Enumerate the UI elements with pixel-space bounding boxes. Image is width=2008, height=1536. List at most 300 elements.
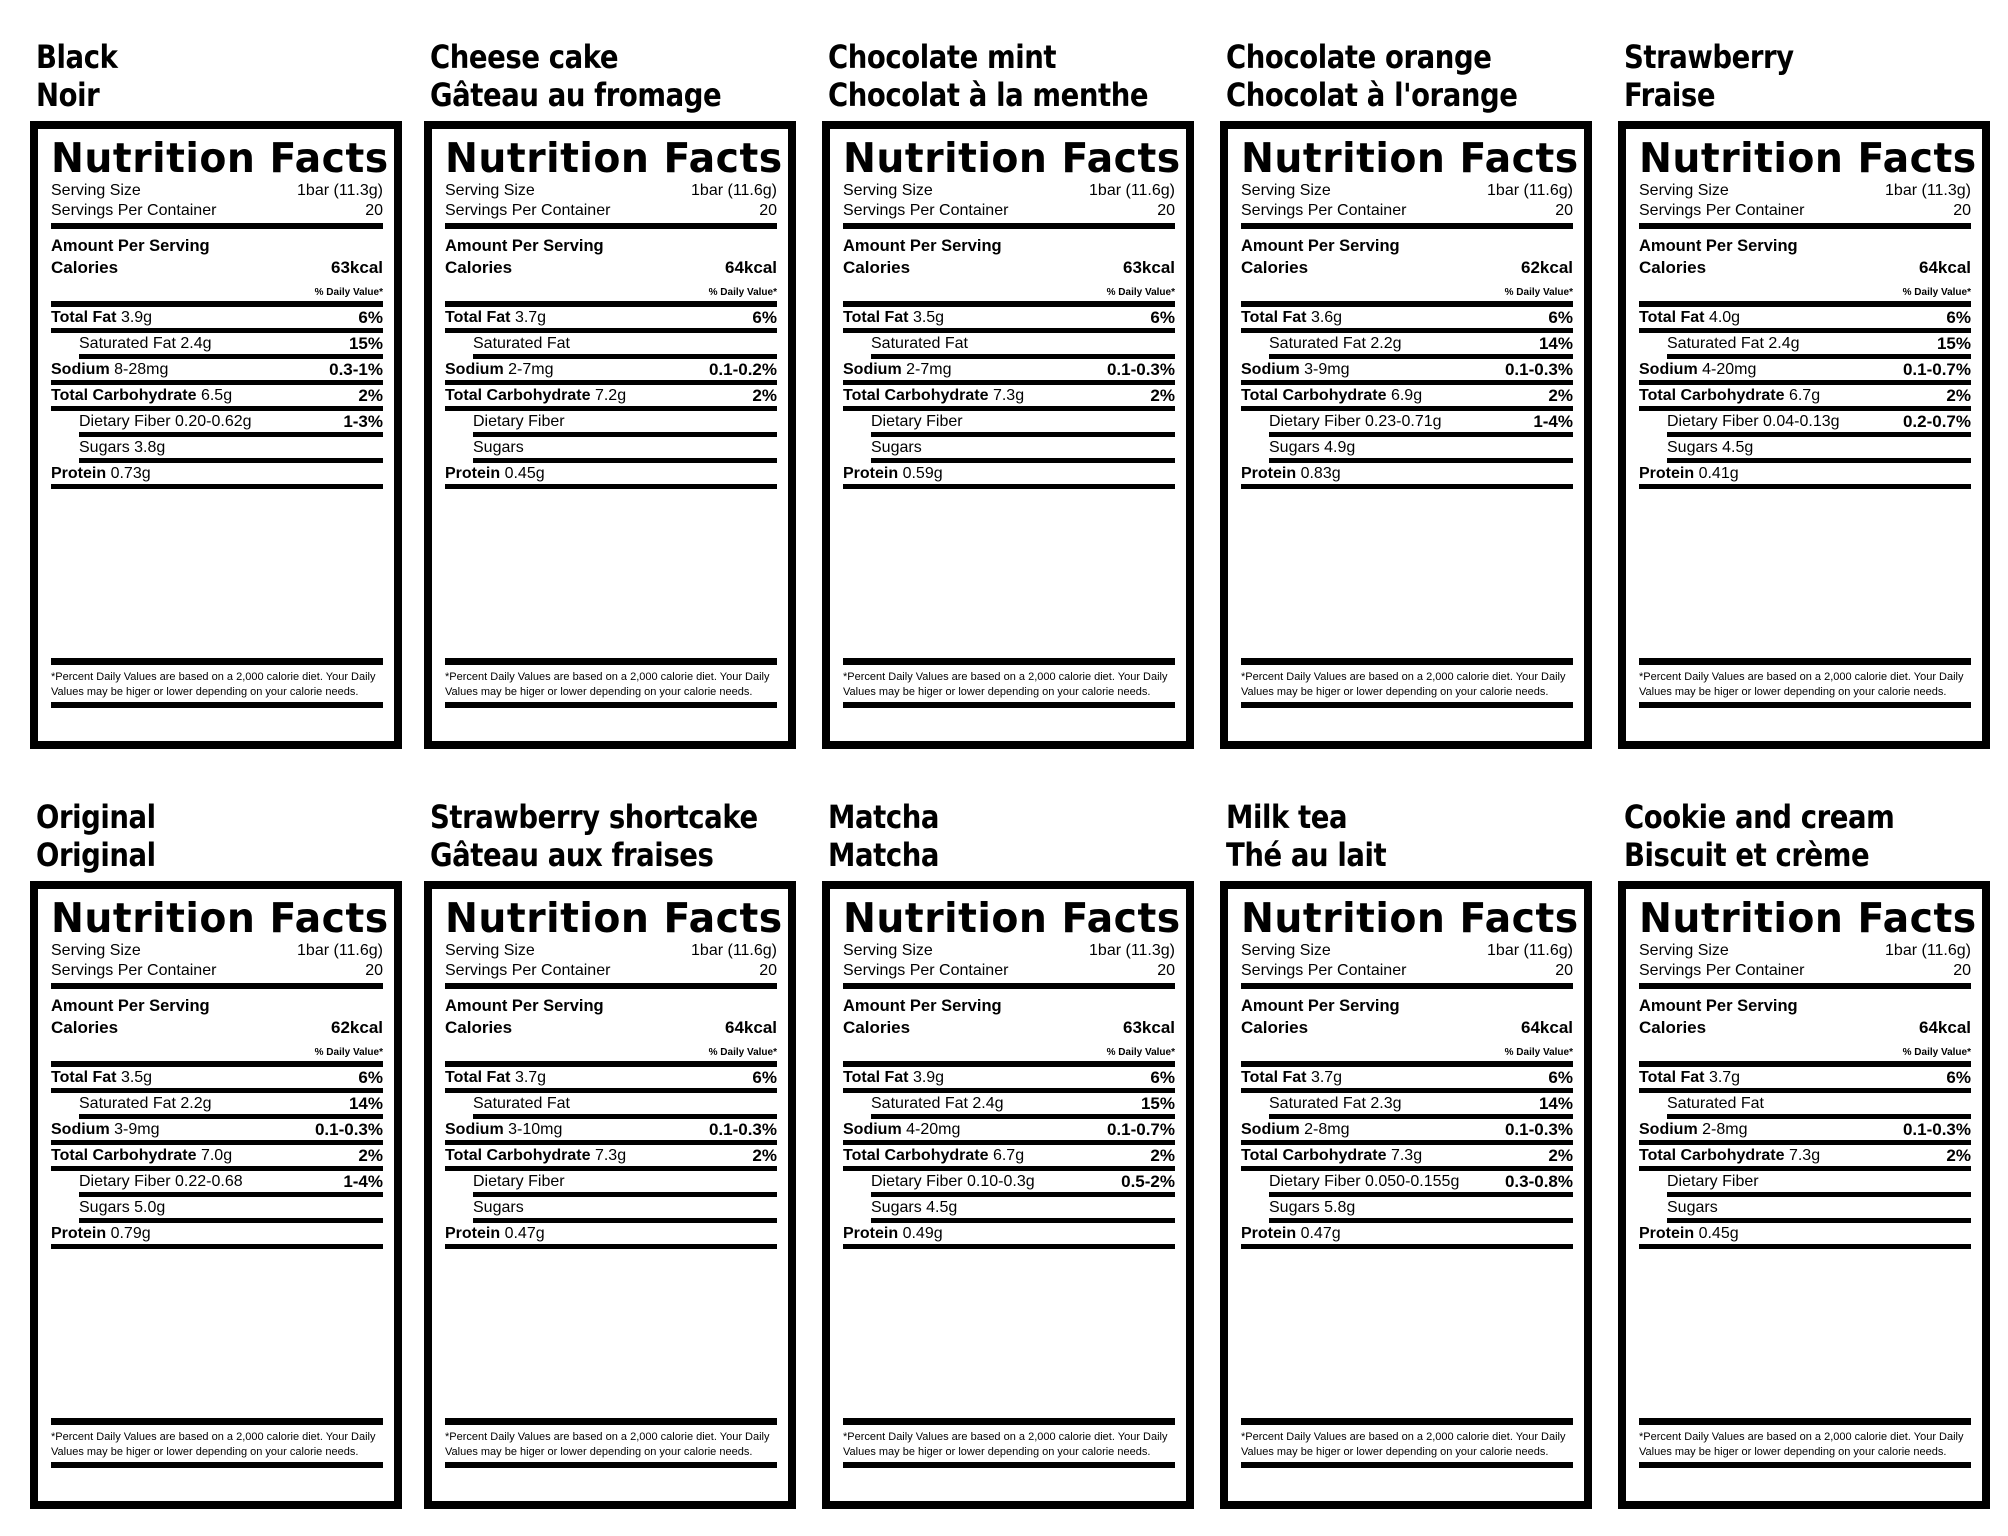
nutrition-facts-panel (1618, 121, 1990, 749)
total-carbohydrate-row (1241, 385, 1573, 411)
divider (51, 702, 383, 708)
flavor-label-item (30, 798, 402, 1518)
nutrition-facts-title: Nutrition Facts (51, 134, 389, 182)
flavor-label-item (1618, 798, 1990, 1518)
protein-value: 0.49g (902, 1224, 943, 1242)
serving-size-row (51, 941, 383, 961)
sugars-label: Sugars (871, 438, 922, 456)
total-fat-label: Total Fat (1241, 1068, 1307, 1086)
servings-per-container-label: Servings Per Container (1241, 202, 1407, 219)
serving-size-value: 1bar (11.6g) (1487, 182, 1573, 199)
dietary-fiber-label: Dietary Fiber (871, 412, 963, 430)
servings-per-container-row (445, 961, 777, 981)
protein-value: 0.45g (1698, 1224, 1739, 1242)
servings-per-container-row (1639, 961, 1971, 981)
sugars-label: Sugars (473, 438, 524, 456)
calories-value: 64kcal (725, 258, 777, 277)
dietary-fiber-value: 0.20-0.62g (175, 412, 252, 430)
total-carbohydrate-dv: 2% (358, 1145, 383, 1165)
saturated-fat-value: 2.2g (180, 1094, 212, 1112)
servings-per-container-row (51, 961, 383, 981)
serving-size-row (445, 941, 777, 961)
servings-per-container-value: 20 (1157, 202, 1175, 219)
calories-value: 63kcal (1123, 1018, 1175, 1037)
total-carbohydrate-label: Total Carbohydrate (1241, 1146, 1387, 1164)
dietary-fiber-row (1269, 1171, 1573, 1197)
sodium-label: Sodium (445, 360, 504, 378)
sugars-label: Sugars (79, 1198, 130, 1216)
protein-value: 0.83g (1300, 464, 1341, 482)
divider (51, 1418, 383, 1425)
protein-label: Protein (445, 464, 501, 482)
total-fat-value: 3.5g (120, 1068, 153, 1086)
dietary-fiber-row (79, 1171, 383, 1197)
divider (843, 1418, 1175, 1425)
total-carbohydrate-label: Total Carbohydrate (445, 1146, 591, 1164)
saturated-fat-dv: 15% (1140, 1093, 1175, 1113)
total-fat-row (1241, 301, 1573, 333)
serving-size-row (1241, 941, 1573, 961)
daily-value-footnote: *Percent Daily Values are based on a 2,000 calorie diet. Your Daily Values may be higer or lower depending on your calorie needs. (1639, 1431, 1964, 1458)
divider (51, 658, 383, 665)
sodium-label: Sodium (51, 360, 110, 378)
total-carbohydrate-value: 6.5g (200, 386, 233, 404)
total-carbohydrate-row (1241, 1145, 1573, 1171)
sodium-label: Sodium (1241, 360, 1300, 378)
serving-size-row (843, 941, 1175, 961)
total-carbohydrate-row (445, 385, 777, 411)
total-carbohydrate-value: 7.3g (1390, 1146, 1423, 1164)
sodium-dv: 0.1-0.7% (1106, 1119, 1175, 1139)
protein-label: Protein (843, 464, 899, 482)
sodium-row (1241, 1119, 1573, 1145)
nutrition-facts-title: Nutrition Facts (1639, 894, 1977, 942)
calories-value: 62kcal (1521, 258, 1573, 277)
daily-value-header: % Daily Value* (1106, 1047, 1175, 1058)
sodium-dv: 0.1-0.7% (1902, 359, 1971, 379)
sugars-label: Sugars (1667, 1198, 1718, 1216)
protein-label: Protein (51, 464, 107, 482)
calories-row (445, 257, 777, 279)
serving-size-row (1639, 941, 1971, 961)
total-fat-value: 3.7g (514, 1068, 547, 1086)
saturated-fat-dv: 14% (348, 1093, 383, 1113)
calories-value: 64kcal (725, 1018, 777, 1037)
protein-label: Protein (1241, 1224, 1297, 1242)
servings-per-container-row (843, 961, 1175, 981)
calories-value: 64kcal (1919, 1018, 1971, 1037)
divider (445, 702, 777, 708)
dietary-fiber-dv: 0.5-2% (1121, 1171, 1175, 1191)
nutrition-facts-title: Nutrition Facts (843, 894, 1181, 942)
servings-per-container-value: 20 (1555, 202, 1573, 219)
serving-size-label: Serving Size (51, 942, 141, 959)
flavor-name-fr: Thé au lait (1226, 836, 1387, 874)
dietary-fiber-row (871, 1171, 1175, 1197)
total-fat-dv: 6% (752, 1067, 777, 1087)
total-carbohydrate-dv: 2% (1548, 1145, 1573, 1165)
amount-per-serving: Amount Per Serving (1241, 237, 1400, 255)
sodium-value: 4-20mg (906, 1120, 961, 1138)
total-carbohydrate-row (51, 1145, 383, 1171)
total-carbohydrate-dv: 2% (1150, 1145, 1175, 1165)
sodium-row (1639, 1119, 1971, 1145)
protein-label: Protein (843, 1224, 899, 1242)
total-fat-row (445, 1061, 777, 1093)
saturated-fat-dv: 14% (1538, 1093, 1573, 1113)
serving-size-label: Serving Size (1241, 942, 1331, 959)
protein-label: Protein (51, 1224, 107, 1242)
flavor-label-item (424, 798, 796, 1518)
sodium-label: Sodium (1639, 360, 1698, 378)
calories-label: Calories (843, 258, 911, 277)
saturated-fat-row (1667, 333, 1971, 359)
nutrition-facts-panel (822, 121, 1194, 749)
saturated-fat-label: Saturated Fat (1667, 334, 1764, 352)
calories-label: Calories (445, 258, 513, 277)
flavor-name-en: Matcha (828, 798, 940, 836)
total-carbohydrate-label: Total Carbohydrate (1639, 1146, 1785, 1164)
daily-value-footnote: *Percent Daily Values are based on a 2,000 calorie diet. Your Daily Values may be higer or lower depending on your calorie needs. (51, 671, 376, 698)
protein-label: Protein (1639, 1224, 1695, 1242)
serving-size-row (1241, 181, 1573, 201)
saturated-fat-row (79, 333, 383, 359)
nutrition-facts-panel (30, 881, 402, 1509)
saturated-fat-value: 2.4g (180, 334, 212, 352)
calories-row (1639, 1017, 1971, 1039)
servings-per-container-label: Servings Per Container (843, 202, 1009, 219)
total-carbohydrate-row (1639, 385, 1971, 411)
total-carbohydrate-label: Total Carbohydrate (843, 1146, 989, 1164)
total-carbohydrate-value: 7.3g (594, 1146, 627, 1164)
divider (1241, 983, 1573, 989)
calories-value: 64kcal (1521, 1018, 1573, 1037)
protein-row (1241, 1223, 1573, 1249)
dietary-fiber-row (1269, 411, 1573, 437)
calories-value: 64kcal (1919, 258, 1971, 277)
total-carbohydrate-label: Total Carbohydrate (1241, 386, 1387, 404)
flavor-label-item (822, 38, 1194, 758)
total-carbohydrate-value: 6.7g (1788, 386, 1821, 404)
sodium-row (51, 1119, 383, 1145)
protein-row (843, 1223, 1175, 1249)
sodium-label: Sodium (1241, 1120, 1300, 1138)
dietary-fiber-label: Dietary Fiber (871, 1172, 963, 1190)
serving-size-value: 1bar (11.6g) (691, 182, 777, 199)
amount-per-serving: Amount Per Serving (843, 997, 1002, 1015)
sodium-value: 3-9mg (1304, 360, 1350, 378)
calories-label: Calories (1639, 258, 1707, 277)
divider (51, 983, 383, 989)
serving-size-row (843, 181, 1175, 201)
servings-per-container-value: 20 (1157, 962, 1175, 979)
flavor-name-fr: Gâteau aux fraises (430, 836, 714, 874)
divider (1639, 223, 1971, 229)
nutrition-facts-panel (424, 881, 796, 1509)
flavor-label-item (1220, 38, 1592, 758)
flavor-name-en: Strawberry (1624, 38, 1794, 76)
sugars-label: Sugars (871, 1198, 922, 1216)
dietary-fiber-label: Dietary Fiber (1269, 1172, 1361, 1190)
saturated-fat-label: Saturated Fat (871, 334, 968, 352)
total-fat-label: Total Fat (51, 308, 117, 326)
sugars-value: 4.5g (1722, 438, 1754, 456)
servings-per-container-label: Servings Per Container (1639, 202, 1805, 219)
sugars-label: Sugars (1269, 438, 1320, 456)
servings-per-container-value: 20 (759, 962, 777, 979)
flavor-name-fr: Biscuit et crème (1624, 836, 1870, 874)
total-fat-dv: 6% (1150, 307, 1175, 327)
flavor-name-en: Cookie and cream (1624, 798, 1895, 836)
total-fat-label: Total Fat (51, 1068, 117, 1086)
saturated-fat-row (1269, 333, 1573, 359)
serving-size-label: Serving Size (1639, 942, 1729, 959)
flavor-label-item (424, 38, 796, 758)
dietary-fiber-dv: 0.3-0.8% (1504, 1171, 1573, 1191)
protein-value: 0.59g (902, 464, 943, 482)
amount-per-serving: Amount Per Serving (1241, 997, 1400, 1015)
serving-size-label: Serving Size (843, 182, 933, 199)
total-carbohydrate-row (1639, 1145, 1971, 1171)
saturated-fat-label: Saturated Fat (79, 1094, 176, 1112)
total-fat-label: Total Fat (843, 1068, 909, 1086)
nutrition-facts-title: Nutrition Facts (1241, 894, 1579, 942)
saturated-fat-row (473, 1093, 777, 1119)
flavor-title (1624, 38, 1968, 114)
servings-per-container-row (1241, 961, 1573, 981)
total-fat-row (1241, 1061, 1573, 1093)
daily-value-header: % Daily Value* (1504, 287, 1573, 298)
total-carbohydrate-value: 7.2g (594, 386, 627, 404)
daily-value-header: % Daily Value* (314, 287, 383, 298)
dietary-fiber-value: 0.22-0.68 (175, 1172, 243, 1190)
dietary-fiber-label: Dietary Fiber (79, 412, 171, 430)
servings-per-container-value: 20 (1953, 202, 1971, 219)
divider (1241, 658, 1573, 665)
flavor-name-fr: Chocolat à la menthe (828, 76, 1149, 114)
serving-size-value: 1bar (11.6g) (1885, 942, 1971, 959)
flavor-label-item (1220, 798, 1592, 1518)
divider (445, 1418, 777, 1425)
daily-value-footnote: *Percent Daily Values are based on a 2,000 calorie diet. Your Daily Values may be higer or lower depending on your calorie needs. (51, 1431, 376, 1458)
flavor-name-en: Strawberry shortcake (430, 798, 758, 836)
sodium-row (445, 359, 777, 385)
serving-size-label: Serving Size (445, 942, 535, 959)
label-footer (843, 658, 1175, 708)
sodium-row (51, 359, 383, 385)
nutrition-facts-title: Nutrition Facts (445, 894, 783, 942)
total-carbohydrate-row (51, 385, 383, 411)
daily-value-footnote: *Percent Daily Values are based on a 2,000 calorie diet. Your Daily Values may be higer or lower depending on your calorie needs. (445, 671, 770, 698)
protein-label: Protein (445, 1224, 501, 1242)
flavor-name-fr: Chocolat à l'orange (1226, 76, 1518, 114)
divider (1639, 1462, 1971, 1468)
total-fat-label: Total Fat (445, 1068, 511, 1086)
servings-per-container-row (1241, 201, 1573, 221)
sodium-label: Sodium (1639, 1120, 1698, 1138)
label-footer (1639, 1418, 1971, 1468)
total-carbohydrate-dv: 2% (752, 1145, 777, 1165)
label-footer (445, 1418, 777, 1468)
total-fat-value: 3.7g (514, 308, 547, 326)
sugars-row (473, 437, 777, 463)
label-footer (51, 658, 383, 708)
total-fat-value: 3.9g (120, 308, 153, 326)
divider (445, 223, 777, 229)
dietary-fiber-label: Dietary Fiber (473, 1172, 565, 1190)
protein-row (51, 463, 383, 489)
flavor-name-en: Milk tea (1226, 798, 1348, 836)
sodium-row (1241, 359, 1573, 385)
sugars-label: Sugars (1667, 438, 1718, 456)
total-fat-dv: 6% (1548, 1067, 1573, 1087)
saturated-fat-row (871, 1093, 1175, 1119)
calories-label: Calories (1639, 1018, 1707, 1037)
amount-per-serving: Amount Per Serving (51, 237, 210, 255)
dietary-fiber-value: 0.10-0.3g (967, 1172, 1035, 1190)
saturated-fat-label: Saturated Fat (473, 334, 570, 352)
divider (843, 702, 1175, 708)
serving-size-label: Serving Size (843, 942, 933, 959)
nutrition-facts-title: Nutrition Facts (445, 134, 783, 182)
divider (1639, 983, 1971, 989)
total-fat-dv: 6% (1946, 307, 1971, 327)
daily-value-header: % Daily Value* (1902, 287, 1971, 298)
servings-per-container-label: Servings Per Container (51, 962, 217, 979)
sugars-row (473, 1197, 777, 1223)
calories-row (51, 1017, 383, 1039)
calories-value: 63kcal (1123, 258, 1175, 277)
serving-size-label: Serving Size (445, 182, 535, 199)
total-fat-dv: 6% (1150, 1067, 1175, 1087)
serving-size-value: 1bar (11.6g) (691, 942, 777, 959)
dietary-fiber-row (473, 1171, 777, 1197)
protein-value: 0.41g (1698, 464, 1739, 482)
servings-per-container-row (843, 201, 1175, 221)
dietary-fiber-label: Dietary Fiber (1667, 412, 1759, 430)
serving-size-value: 1bar (11.6g) (297, 942, 383, 959)
total-fat-label: Total Fat (1639, 1068, 1705, 1086)
saturated-fat-value: 2.4g (1768, 334, 1800, 352)
daily-value-header: % Daily Value* (708, 1047, 777, 1058)
nutrition-facts-panel (1220, 881, 1592, 1509)
total-carbohydrate-label: Total Carbohydrate (445, 386, 591, 404)
sugars-row (1667, 1197, 1971, 1223)
servings-per-container-value: 20 (1555, 962, 1573, 979)
protein-value: 0.73g (110, 464, 151, 482)
sodium-dv: 0.3-1% (329, 359, 383, 379)
calories-row (445, 1017, 777, 1039)
total-fat-dv: 6% (358, 307, 383, 327)
divider (1241, 1462, 1573, 1468)
total-carbohydrate-label: Total Carbohydrate (1639, 386, 1785, 404)
daily-value-header: % Daily Value* (1106, 287, 1175, 298)
divider (1639, 702, 1971, 708)
flavor-title (828, 38, 1172, 114)
calories-label: Calories (51, 258, 119, 277)
total-fat-row (51, 1061, 383, 1093)
divider (843, 983, 1175, 989)
servings-per-container-label: Servings Per Container (1639, 962, 1805, 979)
nutrition-facts-panel (1618, 881, 1990, 1509)
divider (445, 658, 777, 665)
flavor-label-item (1618, 38, 1990, 758)
total-fat-dv: 6% (752, 307, 777, 327)
serving-size-value: 1bar (11.3g) (297, 182, 383, 199)
label-footer (51, 1418, 383, 1468)
saturated-fat-dv: 15% (1936, 333, 1971, 353)
calories-value: 63kcal (331, 258, 383, 277)
label-footer (1639, 658, 1971, 708)
total-carbohydrate-dv: 2% (752, 385, 777, 405)
daily-value-footnote: *Percent Daily Values are based on a 2,000 calorie diet. Your Daily Values may be higer or lower depending on your calorie needs. (1639, 671, 1964, 698)
saturated-fat-label: Saturated Fat (473, 1094, 570, 1112)
sugars-row (871, 1197, 1175, 1223)
sugars-row (1667, 437, 1971, 463)
saturated-fat-label: Saturated Fat (1269, 334, 1366, 352)
sugars-value: 5.0g (134, 1198, 166, 1216)
amount-per-serving: Amount Per Serving (843, 237, 1002, 255)
sugars-label: Sugars (473, 1198, 524, 1216)
calories-row (843, 257, 1175, 279)
protein-value: 0.47g (1300, 1224, 1341, 1242)
calories-value: 62kcal (331, 1018, 383, 1037)
servings-per-container-row (445, 201, 777, 221)
protein-value: 0.45g (504, 464, 545, 482)
dietary-fiber-label: Dietary Fiber (79, 1172, 171, 1190)
serving-size-label: Serving Size (1241, 182, 1331, 199)
protein-row (843, 463, 1175, 489)
divider (51, 223, 383, 229)
total-fat-dv: 6% (1946, 1067, 1971, 1087)
flavor-title (430, 798, 774, 874)
flavor-name-fr: Original (36, 836, 156, 874)
dietary-fiber-value: 0.23-0.71g (1365, 412, 1442, 430)
sodium-value: 3-10mg (508, 1120, 563, 1138)
sugars-row (1269, 1197, 1573, 1223)
flavor-title (36, 38, 380, 114)
divider (51, 1462, 383, 1468)
flavor-name-fr: Matcha (828, 836, 940, 874)
divider (1241, 1418, 1573, 1425)
servings-per-container-row (51, 201, 383, 221)
serving-size-row (445, 181, 777, 201)
sugars-label: Sugars (1269, 1198, 1320, 1216)
servings-per-container-label: Servings Per Container (445, 962, 611, 979)
divider (445, 1462, 777, 1468)
calories-row (1241, 1017, 1573, 1039)
calories-label: Calories (1241, 1018, 1309, 1037)
dietary-fiber-value: 0.04-0.13g (1763, 412, 1840, 430)
calories-row (1639, 257, 1971, 279)
protein-row (1241, 463, 1573, 489)
divider (1639, 1418, 1971, 1425)
flavor-name-en: Chocolate mint (828, 38, 1057, 76)
sodium-label: Sodium (51, 1120, 110, 1138)
servings-per-container-label: Servings Per Container (445, 202, 611, 219)
sodium-row (1639, 359, 1971, 385)
daily-value-footnote: *Percent Daily Values are based on a 2,000 calorie diet. Your Daily Values may be higer or lower depending on your calorie needs. (843, 671, 1168, 698)
nutrition-facts-title: Nutrition Facts (843, 134, 1181, 182)
total-carbohydrate-value: 6.9g (1390, 386, 1423, 404)
label-footer (1241, 658, 1573, 708)
nutrition-facts-title: Nutrition Facts (1241, 134, 1579, 182)
total-fat-value: 3.7g (1708, 1068, 1741, 1086)
sugars-value: 5.8g (1324, 1198, 1356, 1216)
total-carbohydrate-label: Total Carbohydrate (51, 386, 197, 404)
protein-row (445, 1223, 777, 1249)
calories-row (51, 257, 383, 279)
